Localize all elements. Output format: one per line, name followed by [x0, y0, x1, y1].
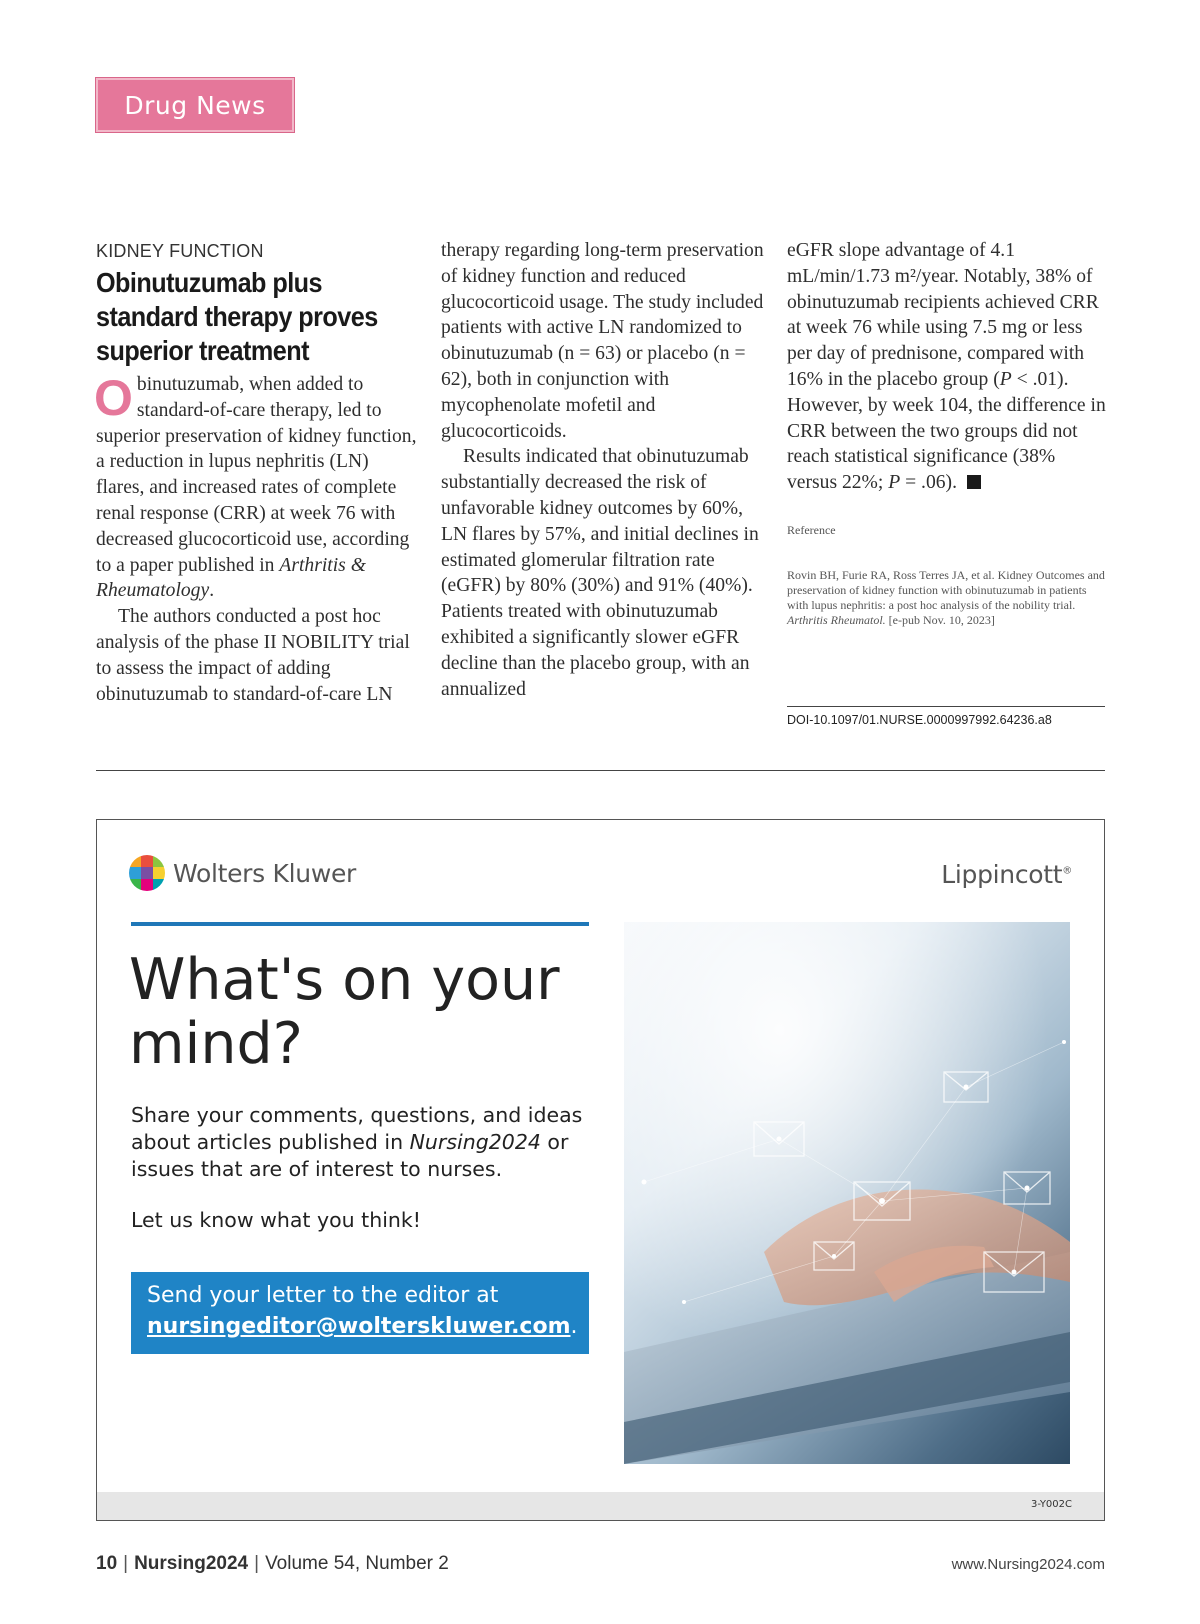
article-headline: Obinutuzumab plus standard therapy proves superior treatment: [96, 267, 378, 366]
issue-info: Volume 54, Number 2: [265, 1553, 449, 1574]
paragraph-4: [787, 238, 1107, 496]
p-value-symbol: P: [999, 368, 1012, 390]
article-column-1: [96, 238, 418, 707]
reference-text: [787, 568, 1105, 628]
logo-tile: [129, 855, 141, 867]
magazine-name: Nursing2024: [134, 1553, 249, 1574]
wolters-kluwer-logo: [129, 855, 356, 891]
ad-body-text-b: or issues that are of interest to nurses.: [131, 1130, 569, 1181]
section-divider: [96, 770, 1105, 771]
end-of-article-mark: [967, 475, 981, 489]
brand-name: Wolters Kluwer: [173, 858, 357, 888]
doi: DOI-10.1097/01.NURSE.0000997992.64236.a8: [787, 706, 1105, 727]
partner-name: Lippincott: [941, 860, 1063, 889]
registered-mark: ®: [1062, 865, 1072, 877]
article-kicker: KIDNEY FUNCTION: [96, 241, 264, 261]
logo-tile: [153, 879, 165, 891]
logo-tile: [129, 879, 141, 891]
drop-cap: O: [94, 370, 133, 426]
paragraph-4-text-b: < .01). However, by week 104, the difference in CRR between the two groups did not reach statistical significance (38% versus 22%;: [787, 368, 1106, 494]
accent-rule: [131, 922, 589, 926]
editor-letter-label: Send your letter to the editor at: [147, 1283, 499, 1308]
logo-tile: [141, 855, 153, 867]
section-tag: Drug News: [96, 78, 294, 132]
editor-letter-box: [131, 1272, 589, 1354]
editor-email-link[interactable]: nursingeditor@wolterskluwer.com: [147, 1314, 571, 1339]
reference-journal: Arthritis Rheumatol.: [787, 612, 886, 627]
footer-separator: |: [123, 1553, 129, 1574]
ad-body: [131, 1102, 593, 1183]
paragraph-2: The authors conducted a post hoc analysis of the phase II NOBILITY trial to assess the impact of adding obinutuzumab to standard-of-care LN: [96, 606, 410, 705]
paragraph-4-text-a: eGFR slope advantage of 4.1 mL/min/1.73 m²/year. Notably, 38% of obinutuzumab recipients achieved CRR at week 76 while using 7.5 mg or less per day of prednisone, compared with 16% in the placebo group (: [787, 240, 1099, 390]
ad-body-text-a: Share your comments, questions, and ideas about articles published in: [131, 1103, 583, 1154]
email-period: .: [570, 1314, 578, 1339]
logo-tile: [153, 855, 165, 867]
lippincott-logo: [941, 860, 1072, 889]
paragraph-1: [96, 372, 418, 604]
article-column-2: [441, 238, 771, 702]
logo-tile: [141, 867, 153, 879]
reference-date: [e-pub Nov. 10, 2023]: [885, 612, 995, 627]
ad-headline: What's on your mind?: [129, 947, 560, 1077]
ad-code: 3-Y002C: [1031, 1499, 1072, 1510]
footer-separator: |: [254, 1553, 260, 1574]
ad-footer-bar: [97, 1492, 1104, 1520]
ad-call-to-action: Let us know what you think!: [131, 1208, 421, 1232]
journal-name: Arthritis & Rheumatology: [96, 554, 366, 602]
paragraph-3: Results indicated that obinutuzumab substantially decreased the risk of unfavorable kidney outcomes by 60%, LN flares by 57%, and initial declines in estimated glomerular filtration rate (eGFR) by 80% (30%) and 91% (40%). Patients treated with obinutuzumab exhibited a significantly slower eGFR decline than the placebo group, with an annualized: [441, 446, 759, 700]
wolters-kluwer-logo-icon: [129, 855, 165, 891]
advertisement: [96, 819, 1105, 1521]
paragraph-1-end: .: [209, 580, 215, 602]
ad-photo: [624, 922, 1070, 1464]
page-footer: [96, 1553, 449, 1575]
page-number: 10: [96, 1553, 118, 1574]
logo-tile: [141, 879, 153, 891]
logo-tile: [129, 867, 141, 879]
laptop-typing-illustration: [624, 922, 1070, 1464]
p-value-symbol: P: [888, 472, 901, 494]
website-url[interactable]: www.Nursing2024.com: [951, 1556, 1105, 1573]
paragraph-1-text: binutuzumab, when added to standard-of-care therapy, led to superior preservation of kidney function, a reduction in lupus nephritis (LN) flares, and increased rates of complete renal response (CRR) at week 76 with decreased glucocorticoid use, according to a paper published in: [96, 374, 417, 576]
ad-journal-name: Nursing2024: [409, 1130, 541, 1154]
reference-citation: Rovin BH, Furie RA, Ross Terres JA, et al. Kidney Outcomes and preservation of kidney function with obinutuzumab in patients with lupus nephritis: a post hoc analysis of the nobility trial.: [787, 567, 1105, 612]
reference-label: Reference: [787, 522, 836, 537]
logo-tile: [153, 867, 165, 879]
paragraph-4-text-c: = .06).: [900, 472, 957, 494]
article-column-3: [787, 238, 1107, 628]
paragraph-2-continued: therapy regarding long-term preservation of kidney function and reduced glucocorticoid usage. The study included patients with active LN randomized to obinutuzumab (n = 63) or placebo (n = 62), both in conjunction with mycophenolate mofetil and glucocorticoids.: [441, 240, 764, 442]
